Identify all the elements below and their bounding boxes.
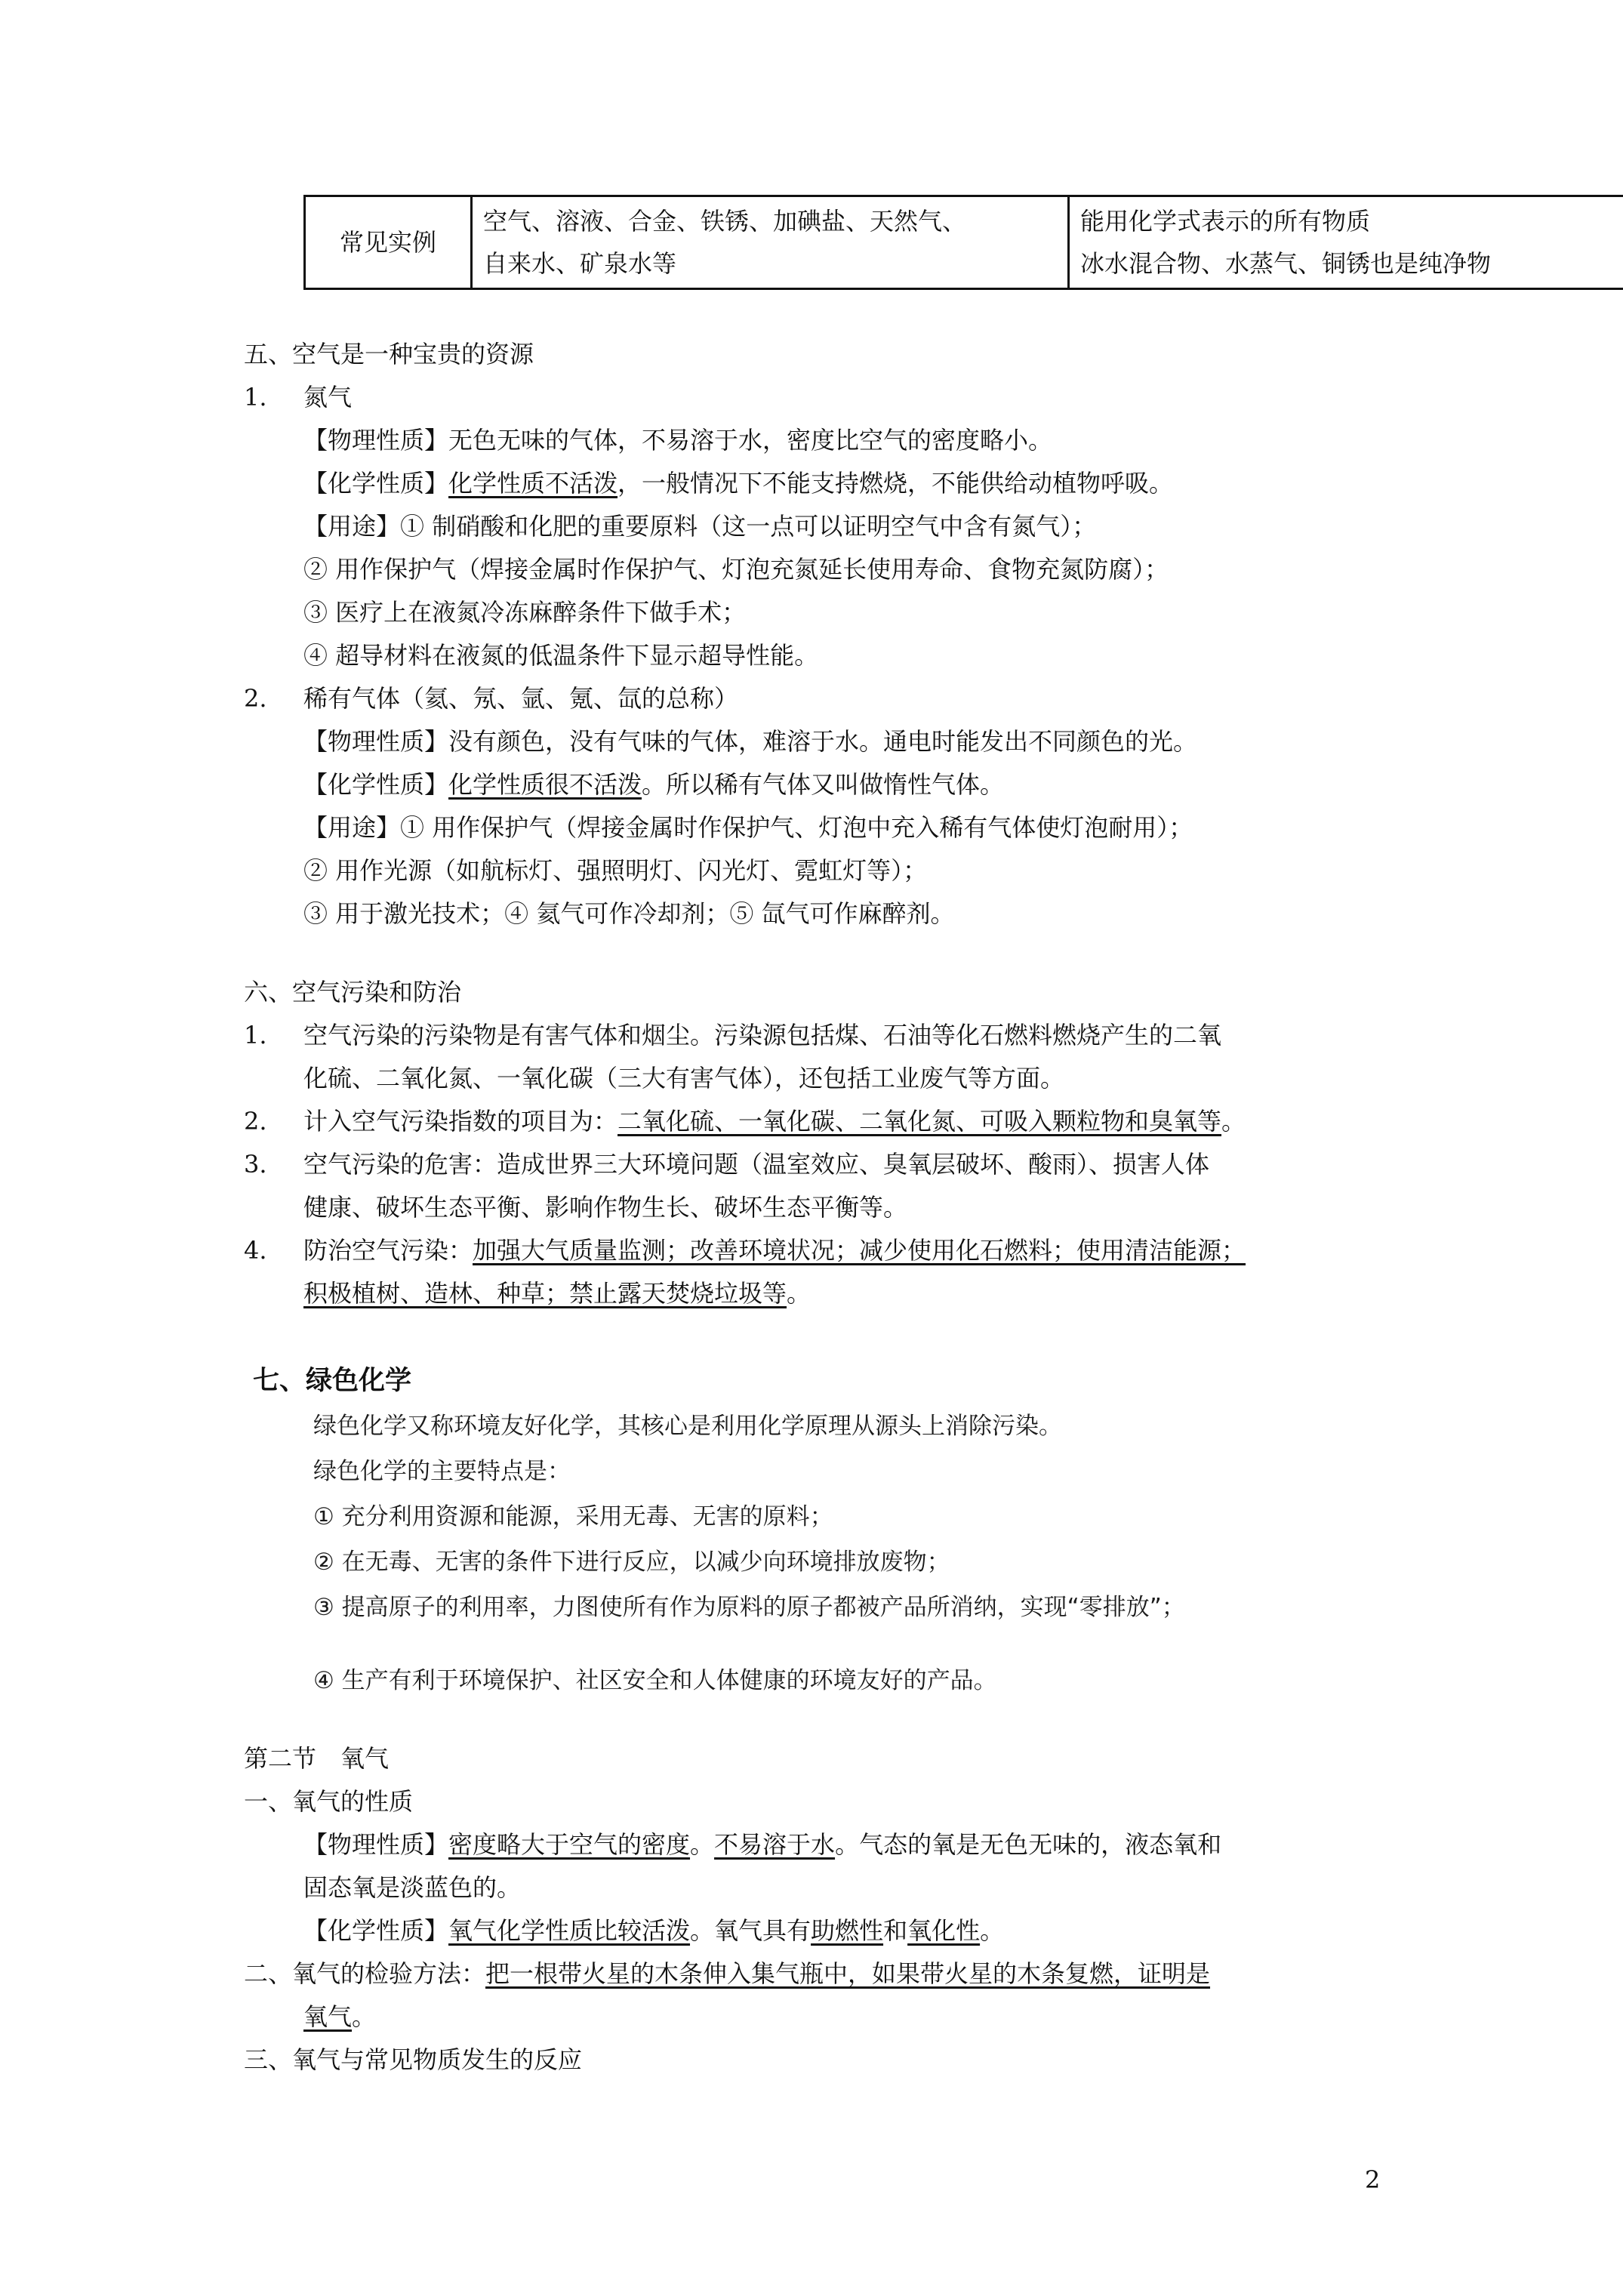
chapter-title: 第二节 氧气 (244, 1744, 390, 1773)
text: 。 (1221, 1107, 1246, 1136)
underlined-text: 氧气 (303, 2002, 353, 2031)
table-row (305, 196, 1623, 289)
list-number: 4. (244, 1236, 267, 1265)
text: 计入空气污染指数的项目为： (303, 1107, 618, 1136)
text: 。 (980, 1916, 1005, 1945)
list-number: 1. (244, 383, 267, 411)
table-row-label: 常见实例 (305, 196, 472, 289)
text: 。 (690, 1830, 715, 1859)
label: 【物理性质】 (303, 1830, 449, 1859)
text: 。 (787, 1279, 812, 1308)
list-item: ② 在无毒、无害的条件下进行反应，以减少向环境排放废物； (313, 1549, 950, 1576)
paragraph: ② 用作保护气（焊接金属时作保护气、灯泡充氮延长使用寿命、食物充氮防腐）； (303, 555, 1169, 584)
mixture-line: 空气、溶液、合金、铁锈、加碘盐、天然气、 (483, 207, 967, 236)
item-title: 稀有气体（氦、氖、氩、氪、氙的总称） (303, 684, 739, 713)
text: ① 用作保护气（焊接金属时作保护气、灯泡中充入稀有气体使灯泡耐用）； (400, 813, 1193, 842)
list-item: ④ 生产有利于环境保护、社区安全和人体健康的环境友好的产品。 (313, 1667, 997, 1694)
pure-cell (1069, 196, 1623, 289)
text: ，一般情况下不能支持燃烧，不能供给动植物呼吸。 (617, 469, 1174, 498)
label: 【化学性质】 (303, 770, 449, 799)
paragraph (303, 1823, 1221, 1866)
paragraph (303, 461, 1173, 505)
underlined-text: 氧化性 (907, 1916, 981, 1945)
text: 。所以稀有气体又叫做惰性气体。 (642, 770, 1005, 799)
paragraph: ③ 医疗上在液氮冷冻麻醉条件下做手术； (303, 598, 747, 627)
paragraph: 绿色化学又称环境友好化学，其核心是利用化学原理从源头上消除污染。 (313, 1413, 1062, 1440)
paragraph (303, 763, 1004, 806)
pure-line: 冰水混合物、水蒸气、铜锈也是纯净物 (1080, 249, 1492, 278)
list-number: 2. (244, 684, 267, 713)
mixture-cell (472, 196, 1069, 289)
section-title: 六、空气污染和防治 (244, 978, 462, 1006)
paragraph (303, 720, 1197, 763)
text: 。气态的氧是无色无味的，液态氧和 (835, 1830, 1222, 1859)
text: 没有颜色，没有气味的气体，难溶于水。通电时能发出不同颜色的光。 (448, 727, 1198, 756)
paragraph (303, 504, 1096, 548)
underlined-text: 密度略大于空气的密度 (448, 1830, 691, 1859)
text: 防治空气污染： (303, 1236, 473, 1265)
underlined-text: 二氧化硫、一氧化碳、二氧化氮、可吸入颗粒物和臭氧等 (617, 1107, 1222, 1136)
list-number: 3. (244, 1150, 267, 1179)
paragraph (303, 1099, 1246, 1143)
mixture-line: 自来水、矿泉水等 (483, 249, 677, 278)
paragraph (303, 806, 1193, 849)
paragraph (303, 1228, 1246, 1272)
paragraph: 健康、破坏生态平衡、影响作物生长、破坏生态平衡等。 (303, 1193, 908, 1222)
label: 【物理性质】 (303, 727, 449, 756)
paragraph (303, 1909, 1004, 1952)
paragraph (303, 1995, 376, 2039)
paragraph: 空气污染的危害：造成世界三大环境问题（温室效应、臭氧层破坏、酸雨）、损害人体 (303, 1150, 1210, 1179)
label: 【化学性质】 (303, 469, 449, 498)
paragraph: 绿色化学的主要特点是： (313, 1458, 571, 1485)
paragraph (244, 1952, 1210, 1996)
underlined-text: 化学性质很不活泼 (448, 770, 642, 799)
text: 和 (883, 1916, 908, 1945)
paragraph: ② 用作光源（如航标灯、强照明灯、闪光灯、霓虹灯等）； (303, 856, 928, 885)
paragraph: 化硫、二氧化氮、一氧化碳（三大有害气体），还包括工业废气等方面。 (303, 1064, 1065, 1093)
section-title: 五、空气是一种宝贵的资源 (244, 340, 534, 368)
paragraph: 固态氧是淡蓝色的。 (303, 1873, 522, 1902)
list-item: ③ 提高原子的利用率，力图使所有作为原料的原子都被产品所消纳，实现“零排放”； (313, 1594, 1185, 1621)
label: 【用途】 (303, 813, 401, 842)
section-title: 三、氧气与常见物质发生的反应 (244, 2045, 583, 2074)
underlined-text: 氧气化学性质比较活泼 (448, 1916, 691, 1945)
pure-line: 能用化学式表示的所有物质 (1080, 207, 1371, 236)
text: 。氧气具有 (690, 1916, 812, 1945)
underlined-text: 化学性质不活泼 (448, 469, 618, 498)
text: 。 (352, 2002, 377, 2031)
list-number: 1. (244, 1021, 267, 1049)
underlined-text: 不易溶于水 (714, 1830, 836, 1859)
label: 【物理性质】 (303, 426, 449, 455)
underlined-text: 助燃性 (811, 1916, 884, 1945)
label: 【用途】 (303, 512, 401, 541)
text: ① 制硝酸和化肥的重要原料（这一点可以证明空气中含有氮气）； (400, 512, 1097, 541)
paragraph: ④ 超导材料在液氮的低温条件下显示超导性能。 (303, 641, 819, 670)
list-number: 2. (244, 1107, 267, 1136)
label: 【化学性质】 (303, 1916, 449, 1945)
section-title: 一、氧气的性质 (244, 1787, 414, 1816)
paragraph (303, 418, 1052, 462)
section-title: 七、绿色化学 (253, 1366, 412, 1396)
underlined-text: 积极植树、造林、种草；禁止露天焚烧垃圾等 (303, 1279, 787, 1308)
paragraph: 空气污染的污染物是有害气体和烟尘。污染源包括煤、石油等化石燃料燃烧产生的二氧 (303, 1021, 1222, 1049)
underlined-text: 加强大气质量监测；改善环境状况；减少使用化石燃料；使用清洁能源； (473, 1236, 1246, 1265)
text: 无色无味的气体，不易溶于水，密度比空气的密度略小。 (448, 426, 1053, 455)
item-title: 氮气 (303, 383, 353, 411)
text: 二、氧气的检验方法： (244, 1959, 486, 1988)
comparison-table (303, 195, 1623, 290)
page-number: 2 (1365, 2165, 1381, 2194)
paragraph: ③ 用于激光技术；④ 氦气可作冷却剂；⑤ 氙气可作麻醉剂。 (303, 899, 955, 928)
paragraph (303, 1271, 811, 1315)
underlined-text: 把一根带火星的木条伸入集气瓶中，如果带火星的木条复燃，证明是 (485, 1959, 1211, 1988)
list-item: ① 充分利用资源和能源，采用无毒、无害的原料； (313, 1503, 833, 1530)
